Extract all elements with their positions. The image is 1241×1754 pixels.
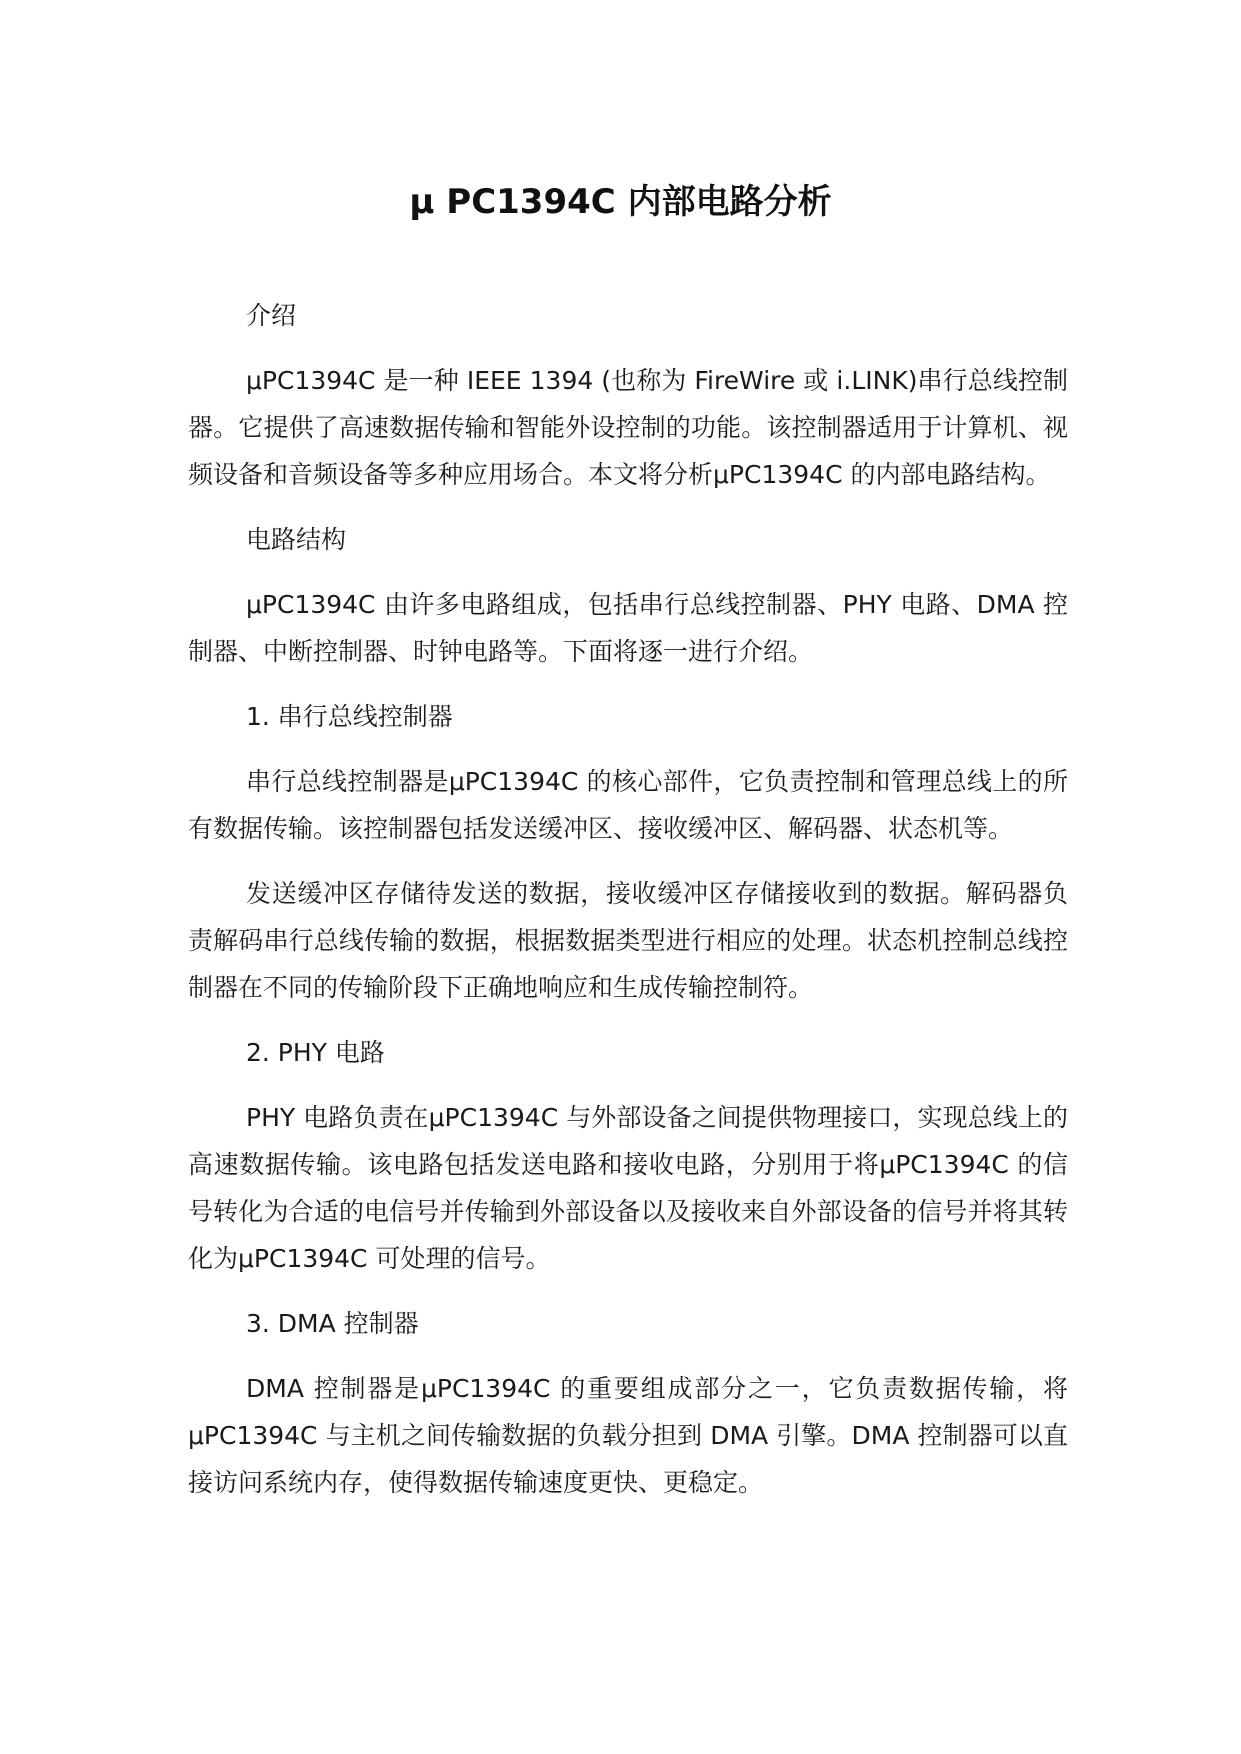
document-body [188,292,1068,1524]
section-heading-circuit-structure: 电路结构 [246,525,347,554]
section-heading-phy-circuit: 2. PHY 电路 [246,1038,385,1067]
paragraph-phy-circuit: PHY 电路负责在μPC1394C 与外部设备之间提供物理接口，实现总线上的高速数据传输。该电路包括发送电路和接收电路，分别用于将μPC1394C 的信号转化为合适的电信号并传输到外部设备以及接收来自外部设备的信号并将其转化为μPC1394C 可处理的信号。 [188,1103,1068,1273]
section-heading-dma-controller: 3. DMA 控制器 [246,1309,419,1338]
document-title: μ PC1394C 内部电路分析 [409,182,832,222]
section-heading-intro: 介绍 [246,301,297,330]
paragraph-circuit-structure: μPC1394C 由许多电路组成，包括串行总线控制器、PHY 电路、DMA 控制器、中断控制器、时钟电路等。下面将逐一进行介绍。 [188,590,1068,666]
paragraph-serial-bus-controller-2: 发送缓冲区存储待发送的数据，接收缓冲区存储接收到的数据。解码器负责解码串行总线传输的数据，根据数据类型进行相应的处理。状态机控制总线控制器在不同的传输阶段下正确地响应和生成传输控制符。 [188,879,1068,1002]
paragraph-serial-bus-controller-1: 串行总线控制器是μPC1394C 的核心部件，它负责控制和管理总线上的所有数据传输。该控制器包括发送缓冲区、接收缓冲区、解码器、状态机等。 [188,767,1068,843]
paragraph-intro: μPC1394C 是一种 IEEE 1394 (也称为 FireWire 或 i.LINK)串行总线控制器。它提供了高速数据传输和智能外设控制的功能。该控制器适用于计算机、视频设备和音频设备等多种应用场合。本文将分析μPC1394C 的内部电路结构。 [188,366,1068,489]
paragraph-dma-controller: DMA 控制器是μPC1394C 的重要组成部分之一，它负责数据传输，将μPC1394C 与主机之间传输数据的负载分担到 DMA 引擎。DMA 控制器可以直接访问系统内存，使得数据传输速度更快、更稳定。 [188,1374,1068,1497]
section-heading-serial-bus-controller: 1. 串行总线控制器 [246,702,453,731]
